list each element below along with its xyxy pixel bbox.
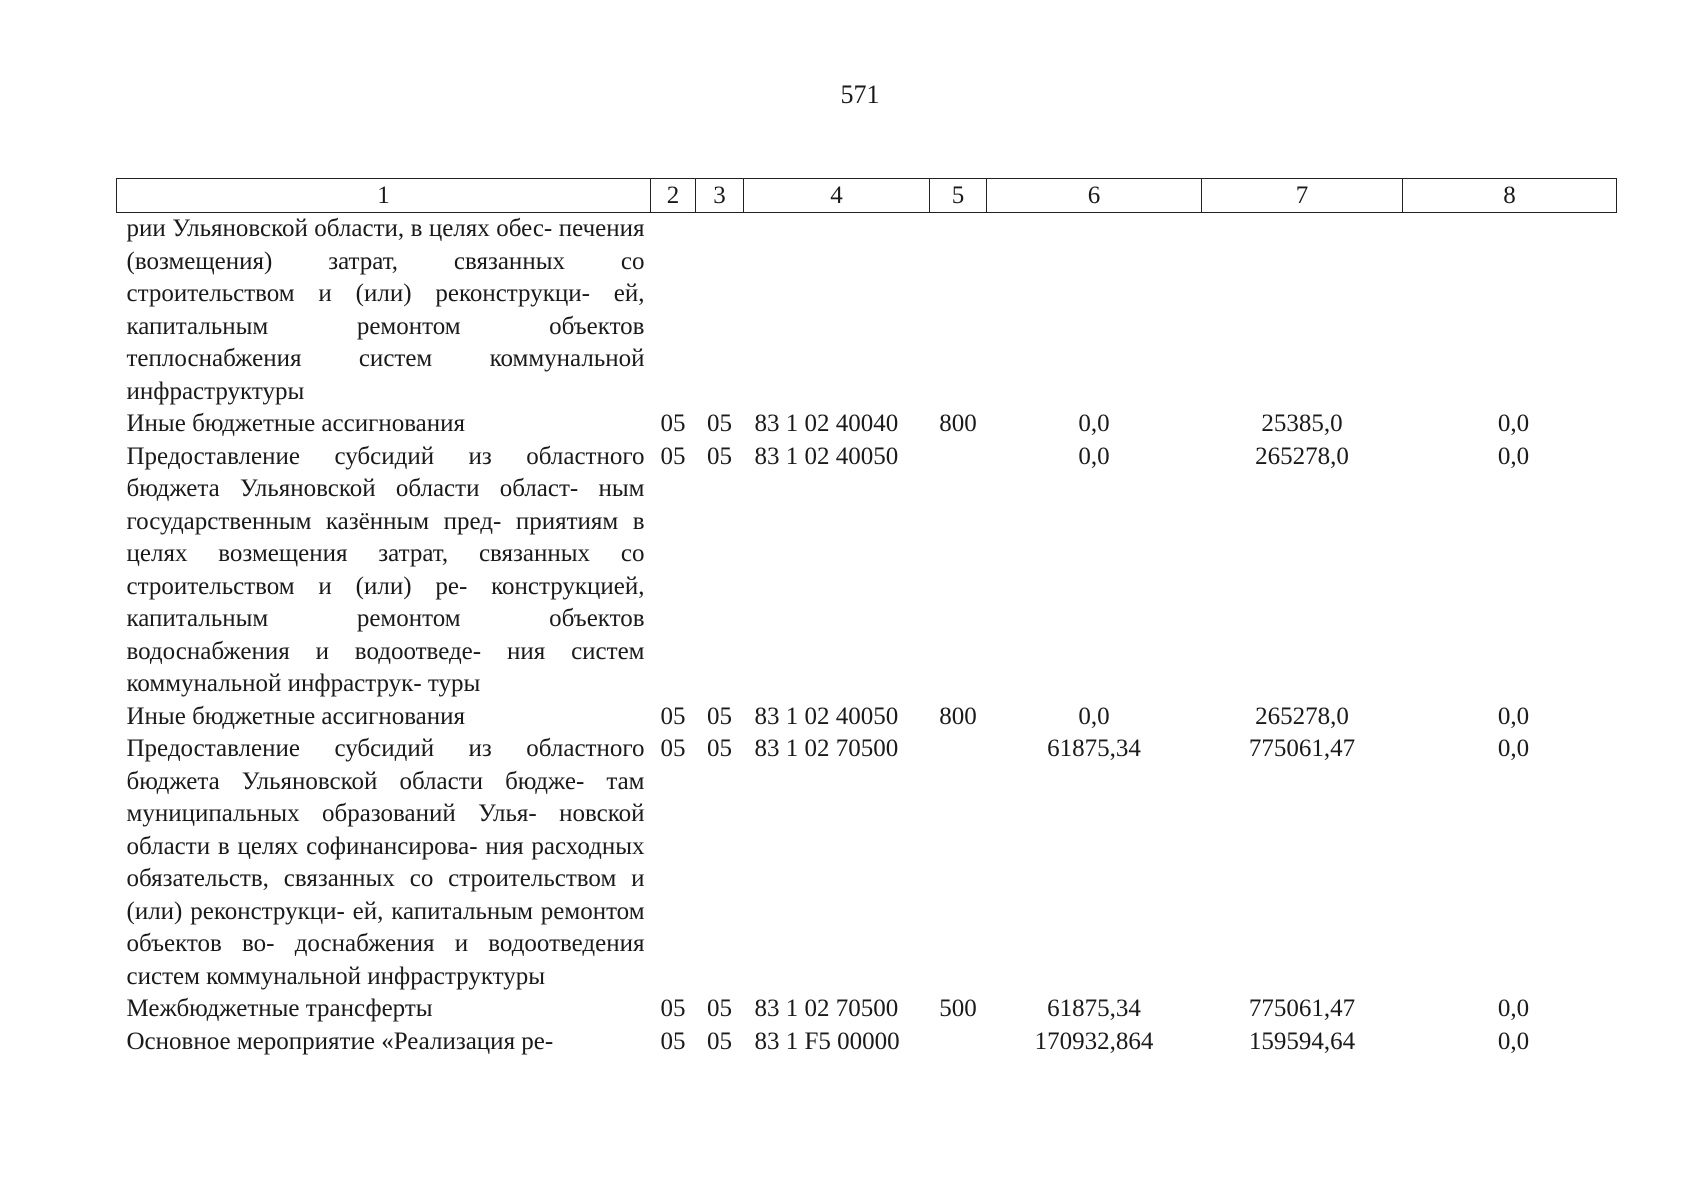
amount-cell-col6 [987,213,1202,409]
header-cell-2: 2 [651,179,696,213]
amount-cell-col6: 0,0 [1078,410,1110,437]
budget-table [116,178,1617,1058]
description-line: ным государственным казённым пред- [126,475,645,535]
subsection-code-cell: 05 [707,702,732,730]
description-line: бюджета Ульяновской области бюдже- [126,767,585,795]
subsection-code-cell: 05 [707,995,732,1022]
description-line: ния систем коммунальной инфраструк- [126,637,645,697]
amount-cell-col6: 61875,34 [1047,995,1141,1022]
amount-cell-col7: 775061,47 [1248,995,1356,1022]
description-line: туры [427,670,481,697]
table-row [117,733,1617,993]
header-cell-7: 7 [1202,179,1403,213]
description-line: Иные бюджетные ассигнования [126,702,466,730]
description-cell [117,213,651,409]
target-article-cell: 83 1 02 40050 [754,702,899,730]
description-line: Предоставление субсидий из областного [126,735,645,762]
amount-cell-col6: 0,0 [1078,702,1110,730]
table-row [117,993,1617,1026]
description-cell [117,1026,651,1059]
description-cell [117,408,651,441]
expense-type-cell [930,733,987,993]
subsection-code-cell [696,213,744,409]
section-code-cell: 05 [660,410,686,437]
expense-type-cell [930,441,987,701]
description-line: Предоставление субсидий из областного [126,442,645,470]
table-row [117,441,1617,701]
table-body [117,213,1617,1059]
description-line: со строительством и (или) реконструкци- [126,247,645,307]
amount-cell-col7: 159594,64 [1248,1027,1356,1055]
header-cell-8: 8 [1403,179,1617,213]
table-row [117,213,1617,409]
header-cell-3: 3 [696,179,744,213]
target-article-cell: 83 1 02 70500 [754,995,899,1022]
amount-cell-col8: 0,0 [1497,1027,1530,1055]
amount-cell-col8: 0,0 [1497,995,1530,1022]
description-line: ния расходных обязательств, связанных [126,832,645,892]
section-code-cell: 05 [660,1027,686,1055]
header-cell-4: 4 [744,179,930,213]
section-code-cell [651,213,696,409]
table-row [117,408,1617,441]
subsection-code-cell: 05 [707,735,732,762]
description-line: там муниципальных образований Улья- [126,767,645,827]
amount-cell-col6: 61875,34 [1047,735,1141,762]
target-article-cell: 83 1 02 40050 [754,442,899,470]
amount-cell-col8: 0,0 [1497,410,1530,437]
description-line: со строительством и (или) реконструкци- [126,865,645,925]
description-line: новской области в целях софинансирова- [126,800,645,860]
description-line: связанных со строительством и (или) ре- [126,540,645,600]
description-line: теплоснабжения систем коммунальной [126,345,645,372]
description-cell [117,441,651,701]
description-line: печения (возмещения) затрат, связанных [126,215,645,275]
description-line: доснабжения и водоотведения систем [126,930,645,990]
target-article-cell: 83 1 02 40040 [754,410,899,437]
amount-cell-col6: 170932,864 [1034,1027,1154,1055]
expense-type-cell: 800 [939,410,977,437]
description-line: ей, капитальным ремонтом объектов во- [126,897,645,957]
target-article-cell: 83 1 F5 00000 [754,1027,900,1055]
section-code-cell: 05 [660,995,686,1022]
header-cell-6: 6 [987,179,1202,213]
page-number: 571 [840,80,880,109]
description-cell [117,733,651,993]
amount-cell-col7: 775061,47 [1248,735,1356,762]
description-line: конструкцией, капитальным ремонтом [126,572,645,632]
table-header-row [117,179,1617,213]
amount-cell-col8: 0,0 [1497,735,1530,762]
description-cell [117,701,651,734]
description-line: инфраструктуры [126,377,305,405]
section-code-cell: 05 [660,702,686,730]
amount-cell-col7: 25385,0 [1261,410,1343,437]
amount-cell-col7 [1202,213,1403,409]
subsection-code-cell: 05 [707,442,732,470]
amount-cell-col8: 0,0 [1497,442,1530,470]
target-article-cell [744,213,930,409]
expense-type-cell [930,1026,987,1059]
description-line: Иные бюджетные ассигнования [126,410,466,437]
description-line: ей, капитальным ремонтом объектов [126,280,645,340]
expense-type-cell [930,213,987,409]
subsection-code-cell: 05 [707,1027,732,1055]
amount-cell-col8: 0,0 [1497,702,1530,730]
table-row [117,1026,1617,1059]
description-line: Межбюджетные трансферты [126,995,433,1022]
amount-cell-col7: 265278,0 [1255,702,1349,730]
description-line: коммунальной инфраструктуры [206,962,546,990]
target-article-cell: 83 1 02 70500 [754,735,899,762]
description-line: рии Ульяновской области, в целях обес- [126,215,553,242]
description-line: приятиям в целях возмещения затрат, [126,507,645,567]
amount-cell-col6: 0,0 [1078,442,1110,470]
amount-cell-col8 [1403,213,1617,409]
table-row [117,701,1617,734]
amount-cell-col7: 265278,0 [1255,442,1349,470]
description-line: Основное мероприятие «Реализация ре- [126,1027,554,1055]
description-line: объектов водоснабжения и водоотведе- [126,605,645,665]
section-code-cell: 05 [660,442,686,470]
header-cell-5: 5 [930,179,987,213]
header-cell-1: 1 [117,179,651,213]
description-line: бюджета Ульяновской области област- [126,475,579,502]
description-cell [117,993,651,1026]
subsection-code-cell: 05 [707,410,732,437]
section-code-cell: 05 [660,735,686,762]
expense-type-cell: 500 [939,995,977,1022]
expense-type-cell: 800 [939,702,977,730]
